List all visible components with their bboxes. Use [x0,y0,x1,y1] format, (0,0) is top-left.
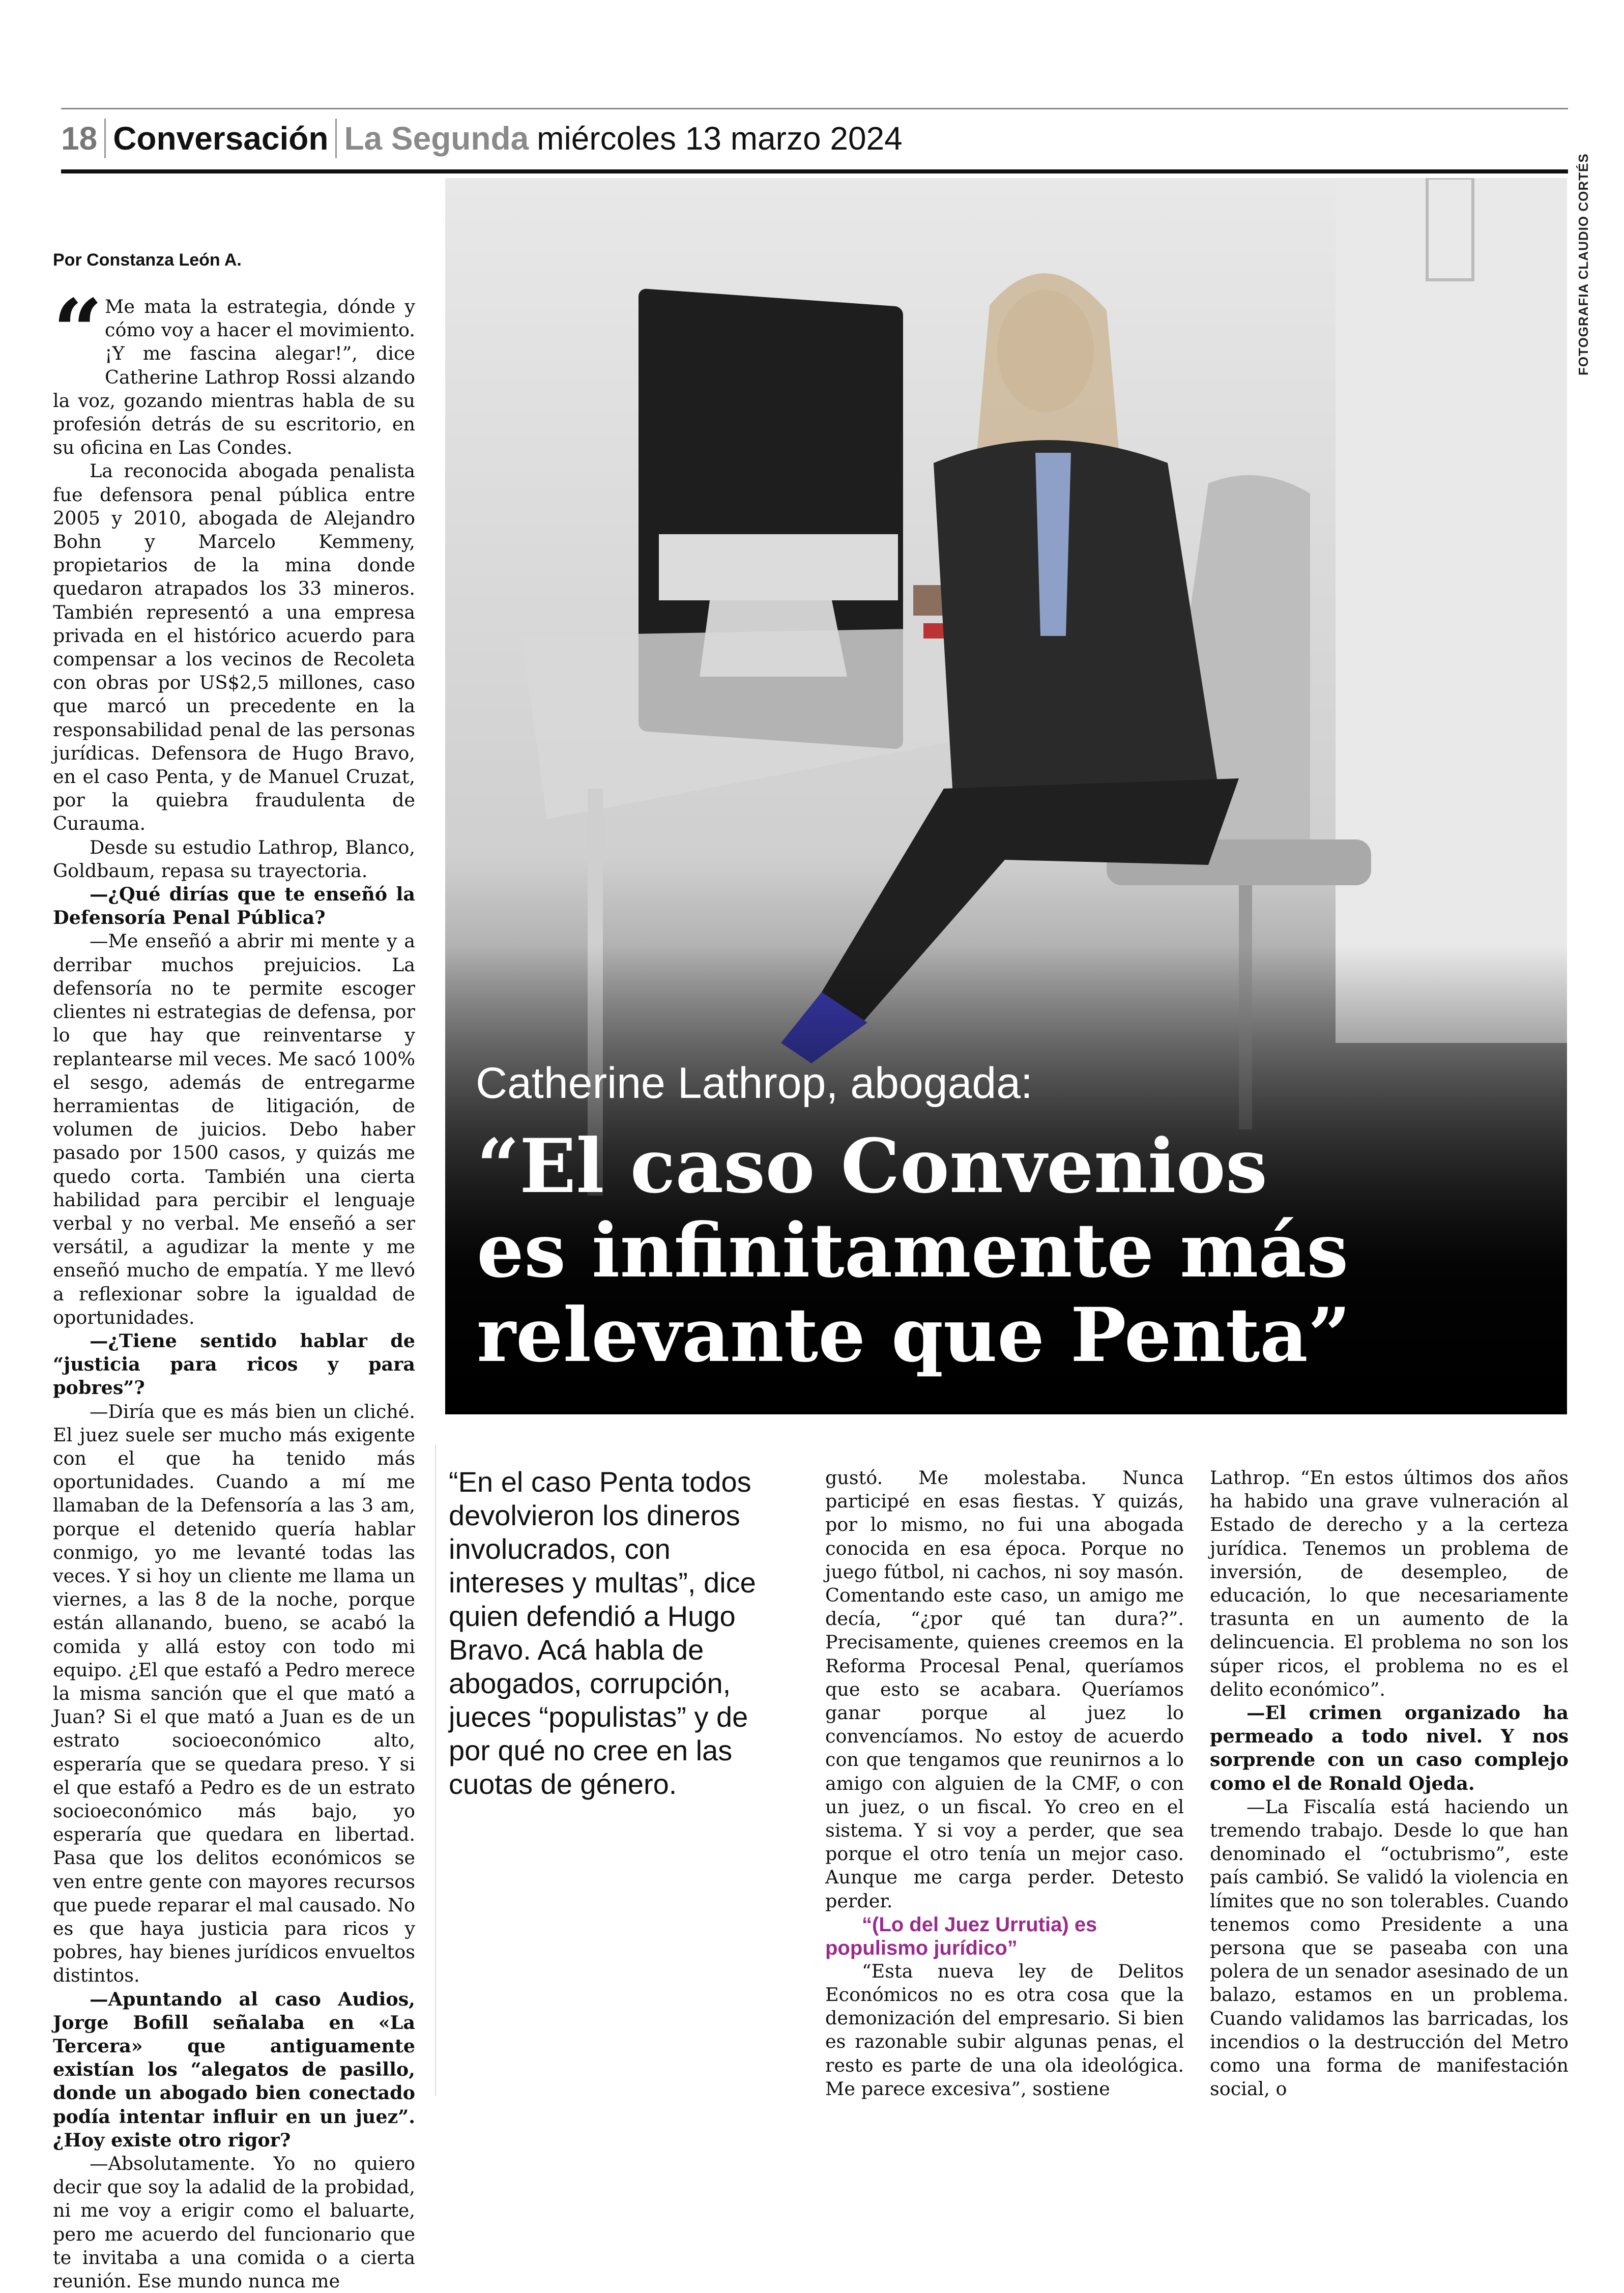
body-paragraph: —Diría que es más bien un cliché. El juez suele ser mucho más exigente con el que ha tenido más oportunidades. Cuando a mí me llamaban de la Defensoría a las 3 am, porque el detenido quería hablar conmigo, yo me levanté todas las veces. Y si hoy un cliente me llama un viernes, a las 8 de la noche, porque están allanando, bueno, se acabó la comida y allá estoy con todo mi equipo. ¿El que estafó a Pedro merece la misma sanción que el que mató a Juan? Si el que mató a Juan es de un estrato socioeconómico alto, esperaría que se quedara preso. Y si el que estafó a Pedro es de un estrato socioeconómico más bajo, yo esperaría que quedara en libertad. Pasa que los delitos económicos se ven entre gente con mayores recursos que puede reparar el mal causado. No es que haya justicia para ricos y pobres, hay bienes jurídicos envueltos distintos. [53,1400,415,1987]
header-divider [104,119,106,158]
column-separator [435,1445,436,2096]
header-top-rule [61,108,1568,109]
photo-credit [1570,153,1597,381]
drop-quote-mark: “ [53,280,103,382]
article-column-4 [1210,1466,1569,2101]
body-paragraph: —La Fiscalía está haciendo un tremendo trabajo. Desde lo que han denominado el “octubrismo”, este país cambió. Se validó la violencia en límites que no son tolerables. Cuando tenemos como Presidente a una persona que se paseaba con una polera de un senador asesinado de un balazo, estamos en un problema. Cuando validamos las barricadas, los incendios o la destrucción del Metro como una forma de manifestación social, o [1210,1795,1569,2100]
interview-question: —El crimen organizado ha permeado a todo nivel. Y nos sorprende con un caso complejo como el de Ronald Ojeda. [1210,1702,1569,1794]
body-paragraph: Lathrop. “En estos últimos dos años ha habido una grave vulneración al Estado de derecho y a la certeza jurídica. Tenemos un problema de inversión, de desempleo, de educación, lo que necesariamente trasunta en un aumento de la delincuencia. El problema no son los súper ricos, el problema no es el delito económico”. [1210,1467,1569,1700]
body-paragraph: La reconocida abogada penalista fue defensora penal pública entre 2005 y 2010, abogada de Alejandro Bohn y Marcelo Kemmeny, propietarios de la mina donde quedaron atrapados los 33 mineros. También representó a una empresa privada en el histórico acuerdo para compensar a los vecinos de Recoleta con obras por US$2,5 millones, caso que marcó un precedente en la responsabilidad penal de las personas jurídicas. Defensora de Hugo Bravo, en el caso Penta, y de Manuel Cruzat, por la quiebra fraudulenta de Curauma. [53,460,415,835]
section-name: Conversación [113,120,329,157]
header-bottom-rule [61,169,1568,173]
body-paragraph: Desde su estudio Lathrop, Blanco, Goldbaum, repasa su trayectoria. [53,836,415,882]
page-number: 18 [61,120,98,157]
headline [477,1124,1545,1378]
pull-quote: “En el caso Penta todos devolvieron los dineros involucrados, con intereses y multas”, dice quien defendió a Hugo Bravo. Acá habla de abogados, corrupción, jueces “populistas” y de por qué no cree en las cuotas de género. [449,1466,756,1800]
interview-question: —¿Qué dirías que te enseñó la Defensoría Penal Pública? [53,883,415,929]
page-header [61,113,903,164]
lead-text: Me mata la estrategia, dónde y cómo voy a hacer el movimiento. ¡Y me fascina alegar!”, dice Catherine Lathrop Rossi alzando la voz, gozando mientras habla de su profesión detrás de su escritorio, en su oficina en Las Condes. [53,296,415,459]
interview-question: —Apuntando al caso Audios, Jorge Bofill señalaba en «La Tercera» que antiguamente existían los “alegatos de pasillo, donde un abogado bien conectado podía intentar influir en un juez”. ¿Hoy existe otro rigor? [53,1988,415,2151]
article-column-1 [53,280,415,2293]
body-paragraph: “Esta nueva ley de Delitos Económicos no es otra cosa que la demonización del empresario. Si bien es razonable subir algunas penas, el resto es parte de una ola ideológica. Me parece excesiva”, sostiene [825,1960,1184,2100]
headline-line: es infinitamente más [477,1207,1349,1294]
lead-paragraph [53,280,415,459]
section-subhead: “(Lo del Juez Urrutia) es populismo jurídico” [825,1913,1097,1959]
kicker: Catherine Lathrop, abogada: [476,1059,1033,1108]
header-divider [335,119,337,158]
headline-line: “El caso Convenios [477,1123,1268,1210]
byline: Por Constanza León A. [53,250,242,270]
interview-question: —¿Tiene sentido hablar de “justicia para ricos y para pobres”? [53,1329,415,1399]
body-paragraph: —Me enseñó a abrir mi mente y a derribar muchos prejuicios. La defensoría no te permite escoger clientes ni estrategias de defensa, por lo que hay que reinventarse y replantearse mil veces. Me sacó 100% el sesgo, además de entregarme herramientas de litigación, de volumen de juicios. Debo haber pasado por 1500 casos, y quizás me quedo corta. También una cierta habilidad para percibir el lenguaje verbal y no verbal. Me enseñó a ser versátil, a agudizar la mente y me enseñó mucho de empatía. Y me llevó a reflexionar sobre la igualdad de oportunidades. [53,930,415,1328]
body-paragraph: gustó. Me molestaba. Nunca participé en esas fiestas. Y quizás, por lo mismo, no fui una abogada conocida en esa época. Porque no juego fútbol, ni cachos, ni soy masón. Comentando este caso, un amigo me decía, “¿por qué tan dura?”. Precisamente, quienes creemos en la Reforma Procesal Penal, queríamos que esto se acabara. Queríamos ganar porque al juez lo convencíamos. No estoy de acuerdo con que tengamos que reunirnos a lo amigo con alguien de la CMF, o con un juez, o un fiscal. Yo creo en el sistema. Y si voy a perder, que sea porque el otro tenía un mejor caso. Aunque me carga perder. Detesto perder. [825,1467,1184,1912]
issue-date: miércoles 13 marzo 2024 [537,120,903,157]
body-paragraph: —Absolutamente. Yo no quiero decir que soy la adalid de la probidad, ni me voy a erigir como el baluarte, pero me acuerdo del funcionario que te invitaba a una comida o a cierta reunión. Ese mundo nunca me [53,2153,415,2292]
headline-line: relevante que Penta” [477,1292,1351,1379]
article-column-3 [825,1466,1184,2101]
publication-name: La Segunda [344,120,529,157]
photo-credit-text: FOTOGRAFIA CLAUDIO CORTÉS [1576,153,1591,375]
